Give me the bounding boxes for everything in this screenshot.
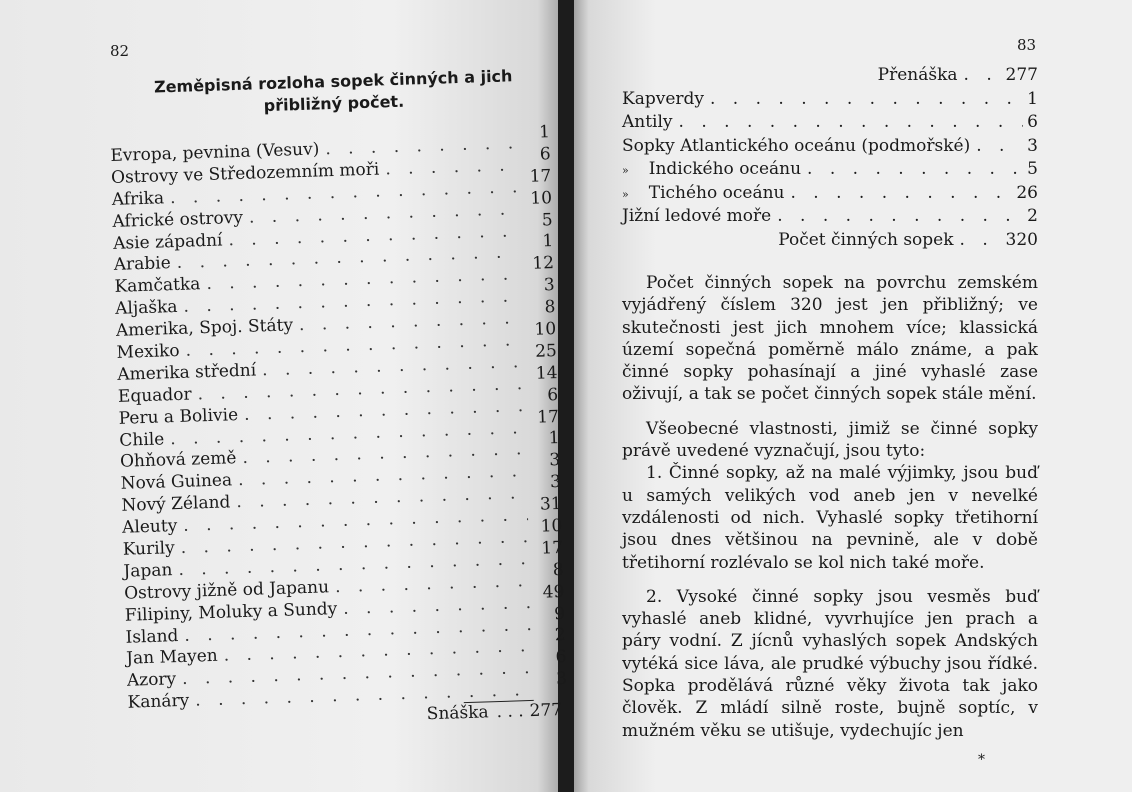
region-count: 1 [542,231,554,252]
right-page-number: 83 [1017,36,1037,54]
region-label: Indického oceánu [648,159,802,179]
region-count: 17 [541,537,564,559]
region-label: Amerika střední [117,360,257,385]
region-label: Arabie [113,253,172,276]
region-count: 26 [1016,182,1038,203]
region-count: 6 [547,384,559,406]
region-count: 3 [549,450,561,471]
region-count: 2 [1027,206,1038,226]
left-total-dots: . . . [496,701,524,723]
region-label: Equador [117,384,192,407]
leader-dots [970,135,1023,159]
region-label: Chile [119,428,165,451]
carry-label: Přenáška [877,65,958,85]
footer-mark: * [978,752,985,768]
region-label: Africké ostrovy [112,207,244,232]
carry-value: 277 [1005,65,1038,85]
region-count: 17 [536,406,560,428]
region-count: 1 [548,428,560,449]
region-count: 6 [1027,112,1038,132]
region-label: Ohňová země [119,448,237,473]
left-page-number: 82 [110,42,130,60]
ditto-mark: » [622,187,629,201]
list-item [622,182,1038,206]
region-label: Filipiny, Moluky a Sundy [124,598,338,626]
region-count: 49 [542,581,565,603]
paragraph-4: 2. Vysoké činné sopky jsou vesměs buď vyhaslé aneb klidné, vyvrhujíce jen prach a páry vodní. Z jícnů vyhaslých sopek Andských vytéká sice láva, ale prudké výbuchy jsou řídké. Sopka prodělává různé věky života tak jako člověk. Z mládí silně roste, bujně soptíc, v mužném věku se utišuje, vydechujíc jen [622,586,1038,741]
right-total-row [622,229,1038,253]
region-count: 12 [532,253,555,275]
right-total-dots [954,229,1002,253]
region-label: Kurily [122,538,176,560]
paragraph-1: Počet činných sopek na povrchu zemském vyjádřený číslem 320 jest jen přibližný; ve skutečnosti jest jich mnohem více; klassická území sopečná poměrně málo známe, a pak činné sopky pohasínají a jiné vyhaslé zase oživují, a tak se počet činných sopek stále mění. [622,273,1038,405]
region-label: Japan [123,560,173,582]
region-label: Afrika [111,188,165,210]
region-label: Ostrovy jižně od Japanu [123,577,330,604]
region-label: Asie západní [112,230,223,254]
volcano-region-list-continued [622,88,1038,229]
right-total-value: 320 [1005,229,1038,250]
region-label: Sopky Atlantického oceánu (podmořské) [622,135,971,156]
list-item [622,135,1038,159]
region-count: 3 [549,472,562,493]
right-page-content [622,64,1038,742]
region-count: 5 [541,209,553,231]
left-page-content [108,64,568,734]
region-count: 6 [539,144,551,165]
region-count: 25 [534,340,558,362]
paragraph-2: Všeobecné vlastnosti, jimiž se činné sopky právě uvedené vyznačují, jsou tyto: [622,418,1038,462]
region-label: Amerika, Spoj. Státy [115,315,294,341]
region-count: 17 [529,165,552,187]
region-label: Jižní ledové moře [622,206,772,226]
paragraph-3: 1. Činné sopky, až na malé výjimky, jsou buď u samých velikých vod aneb jen v nevelké vzdálenosti od nich. Vyhaslé sopky třetihorní jsou dnes většinou na pevnině, ale v době třetihorní rozlévalo se kol nich také moře. [622,463,1038,573]
region-label: Nový Zéland [121,492,231,517]
region-count: 6 [555,647,567,668]
region-count: 9 [553,603,566,624]
region-label: Kapverdy [622,88,704,109]
leader-dots [771,205,1023,229]
region-label: Kanáry [127,691,190,713]
region-count: 8 [544,297,556,318]
region-count: 10 [534,319,557,340]
region-count: 31 [539,494,562,515]
region-label: Ostrovy ve Středozemním moři [110,159,380,188]
leader-dots [704,88,1023,112]
title-line-1: Zeměpisná rozloha sopek činných a jich [153,66,513,97]
leader-dots [673,111,1024,135]
volcano-region-list [110,122,568,715]
region-count: 1 [1027,88,1038,109]
region-count: 10 [530,187,553,209]
ditto-mark: » [622,164,629,177]
leader-dots [784,182,1012,206]
region-label: Azory [126,669,177,692]
region-count: 5 [1027,159,1038,179]
left-total-value: 277 [529,700,563,722]
list-item [622,88,1038,112]
region-count: 8 [552,559,564,581]
region-label: Aljaška [114,297,178,320]
carry-row [622,64,1038,88]
region-label: Kamčatka [114,274,201,298]
region-label: Peru a Bolivie [118,404,239,429]
list-item [622,158,1038,182]
region-count: 1 [538,122,551,143]
region-label: Nová Guinea [120,470,233,495]
region-label: Aleuty [121,516,178,538]
list-item [622,205,1038,229]
region-count: 3 [543,275,556,296]
list-item [622,111,1038,135]
right-total-label: Počet činných sopek [778,229,954,250]
carry-dots [958,64,1002,88]
title-line-2: přibližný počet. [263,91,405,116]
region-count: 2 [554,625,567,646]
region-label: Island [125,625,179,648]
region-label: Tichého oceánu [648,182,785,203]
left-total-label: Snáška [426,702,489,725]
region-label: Evropa, pevnina (Vesuv) [110,139,320,166]
region-label: Mexiko [116,340,180,363]
leader-dots [801,158,1023,182]
region-count: 10 [540,515,563,537]
region-count: 3 [555,669,568,690]
region-count: 14 [535,362,558,384]
region-label: Antily [622,112,673,132]
region-label: Jan Mayen [125,646,219,670]
region-count: 3 [1027,135,1038,156]
